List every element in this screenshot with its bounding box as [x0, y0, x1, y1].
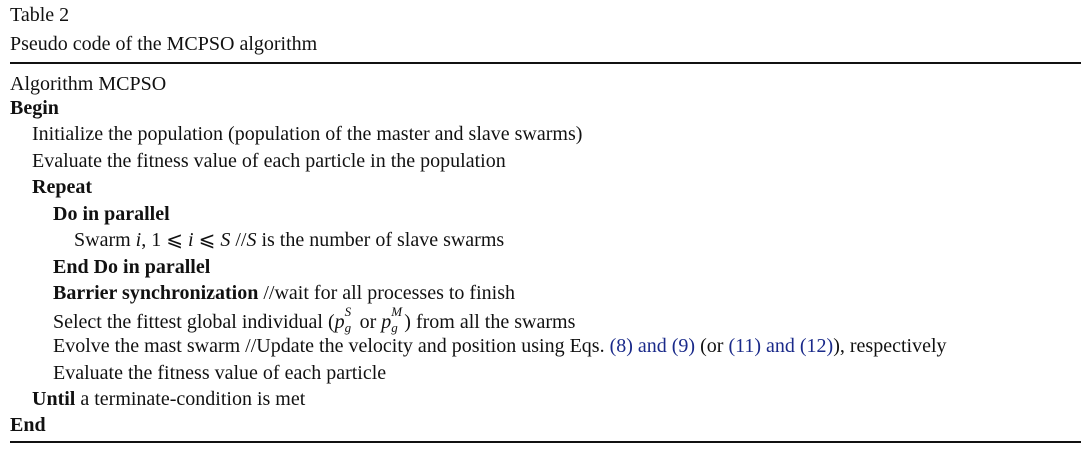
barrier-step: [53, 281, 515, 305]
algorithm-header: Algorithm MCPSO: [10, 73, 167, 95]
end-do-parallel-keyword: End Do in parallel: [53, 256, 211, 278]
evolve-text-a: Evolve the mast swarm //Update the velocity and position using Eqs.: [53, 335, 610, 357]
until-keyword: Until: [32, 388, 76, 410]
swarm-range-b: ⩽: [193, 229, 221, 251]
repeat-keyword: Repeat: [32, 176, 92, 198]
evolve-text-mid: (or: [695, 335, 729, 357]
top-rule: [10, 62, 1081, 64]
eval-each-step: Evaluate the fitness value of each particle: [53, 362, 387, 384]
swarm-i: i: [135, 229, 142, 251]
select-p2-sup: M: [391, 304, 403, 319]
select-text-b: ) from all the swarms: [404, 311, 576, 333]
select-p1-sup: S: [344, 304, 352, 319]
swarm-comment-b: is the number of slave swarms: [256, 229, 505, 251]
swarm-range-s: S: [220, 229, 231, 251]
select-p2-sub: g: [391, 320, 398, 335]
swarm-comment-a: //: [230, 229, 247, 251]
select-p1: p: [334, 311, 345, 333]
init-step: Initialize the population (population of the master and slave swarms): [32, 123, 583, 145]
barrier-keyword: Barrier synchronization: [53, 282, 259, 304]
table-label: Table 2: [10, 4, 70, 26]
begin-keyword: Begin: [10, 97, 59, 119]
barrier-comment: //wait for all processes to finish: [258, 282, 515, 304]
swarm-comment-s: S: [246, 229, 257, 251]
select-or: or: [354, 311, 382, 333]
select-p2: p: [381, 311, 392, 333]
select-p1-sub: g: [344, 320, 352, 335]
select-text-a: Select the fittest global individual (: [53, 311, 335, 333]
do-parallel-keyword: Do in parallel: [53, 203, 170, 225]
swarm-prefix: Swarm: [74, 229, 136, 251]
equation-ref-11-12[interactable]: (11) and (12): [728, 335, 834, 357]
swarm-range-i: i: [188, 229, 194, 251]
until-step: [32, 387, 305, 411]
select-p2-scripts: [391, 304, 404, 335]
eval-population-step: Evaluate the fitness value of each particle in the population: [32, 150, 506, 172]
equation-ref-8-9[interactable]: (8) and (9): [609, 335, 696, 357]
evolve-text-b: ), respectively: [833, 335, 947, 357]
end-keyword: End: [10, 414, 46, 436]
until-rest: a terminate-condition is met: [75, 388, 306, 410]
select-step: [53, 304, 576, 335]
swarm-range-a: , 1 ⩽: [141, 229, 188, 251]
swarm-step: [74, 228, 504, 252]
bottom-rule: [10, 441, 1081, 443]
table-caption: Pseudo code of the MCPSO algorithm: [10, 33, 318, 55]
select-p1-scripts: [344, 304, 355, 335]
evolve-step: [53, 334, 947, 358]
